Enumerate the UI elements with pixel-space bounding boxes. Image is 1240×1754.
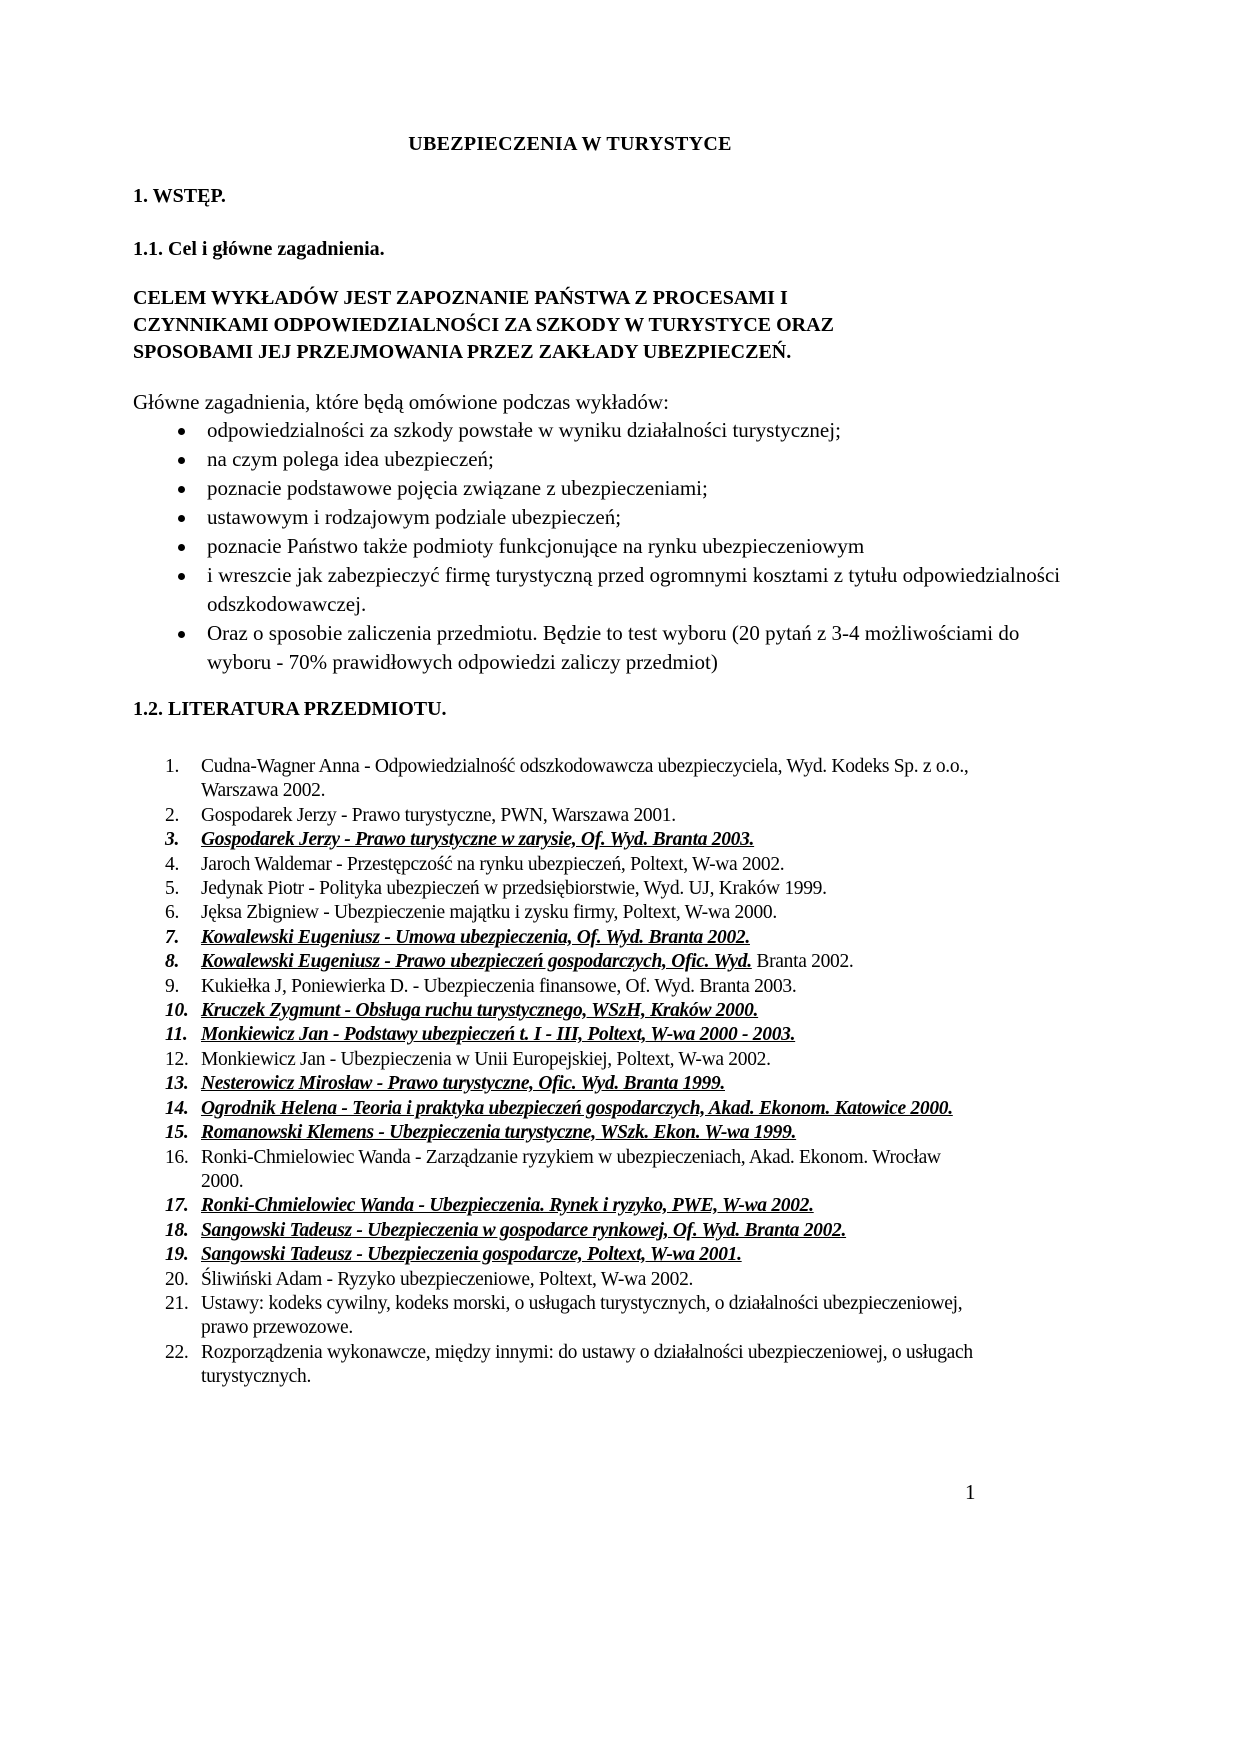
item-number: 15. bbox=[165, 1122, 189, 1144]
literature-item bbox=[165, 1072, 985, 1096]
section-heading-intro: 1. WSTĘP. bbox=[133, 185, 226, 207]
reference-text: Monkiewicz Jan - Ubezpieczenia w Unii Europejskiej, Poltext, W-wa 2002. bbox=[201, 1048, 771, 1070]
item-number: 14. bbox=[165, 1097, 189, 1119]
bullet-icon bbox=[178, 544, 185, 551]
item-number: 7. bbox=[165, 926, 180, 948]
subsection-heading-goals: 1.1. Cel i główne zagadnienia. bbox=[133, 238, 385, 260]
literature-item bbox=[165, 1121, 985, 1145]
literature-item bbox=[165, 804, 985, 828]
item-number: 8. bbox=[165, 951, 180, 973]
literature-item bbox=[165, 755, 985, 804]
item-number: 9. bbox=[165, 975, 180, 997]
literature-item bbox=[165, 926, 985, 950]
item-number: 11. bbox=[165, 1024, 188, 1046]
literature-item bbox=[165, 877, 985, 901]
item-number: 20. bbox=[165, 1268, 189, 1290]
reference-text: Gospodarek Jerzy - Prawo turystyczne, PWN, Warszawa 2001. bbox=[201, 804, 676, 826]
literature-item bbox=[165, 1097, 985, 1121]
item-number: 4. bbox=[165, 853, 180, 875]
reference-text: Kukiełka J, Poniewierka D. - Ubezpieczenia finansowe, Of. Wyd. Branta 2003. bbox=[201, 975, 797, 997]
list-item-text: ustawowym i rodzajowym podziale ubezpieczeń; bbox=[207, 505, 622, 529]
literature-item bbox=[165, 1194, 985, 1218]
page-number: 1 bbox=[965, 1480, 976, 1504]
literature-item bbox=[165, 975, 985, 999]
list-item bbox=[178, 416, 1078, 445]
literature-item bbox=[165, 1243, 985, 1267]
list-item bbox=[178, 532, 1078, 561]
item-number: 21. bbox=[165, 1292, 189, 1314]
list-item bbox=[178, 561, 1078, 619]
list-item-text: poznacie Państwo także podmioty funkcjonujące na rynku ubezpieczeniowym bbox=[207, 534, 865, 558]
literature-list bbox=[165, 755, 985, 1390]
reference-text: Branta 2002. bbox=[751, 951, 854, 973]
item-number: 6. bbox=[165, 902, 180, 924]
item-number: 17. bbox=[165, 1195, 189, 1217]
goal-statement bbox=[133, 285, 834, 366]
recommended-reference: Ogrodnik Helena - Teoria i praktyka ubezpieczeń gospodarczych, Akad. Ekonom. Katowice 2000. bbox=[201, 1097, 953, 1119]
list-item bbox=[178, 445, 1078, 474]
reference-text: Jęksa Zbigniew - Ubezpieczenie majątku i zysku firmy, Poltext, W-wa 2000. bbox=[201, 902, 777, 924]
item-number: 1. bbox=[165, 756, 180, 777]
goal-line: CZYNNIKAMI ODPOWIEDZIALNOŚCI ZA SZKODY W TURYSTYCE ORAZ bbox=[133, 314, 834, 336]
list-item-text: i wreszcie jak zabezpieczyć firmę turystyczną przed ogromnymi kosztami z tytułu odpowiedzialności odszkodowawczej. bbox=[207, 563, 1061, 616]
item-number: 13. bbox=[165, 1073, 189, 1095]
literature-item bbox=[165, 1023, 985, 1047]
item-number: 19. bbox=[165, 1244, 189, 1266]
bullet-icon bbox=[178, 515, 185, 522]
list-item-text: poznacie podstawowe pojęcia związane z ubezpieczeniami; bbox=[207, 476, 708, 500]
list-item bbox=[178, 474, 1078, 503]
literature-item bbox=[165, 1146, 985, 1195]
goal-line: SPOSOBAMI JEJ PRZEJMOWANIA PRZEZ ZAKŁADY UBEZPIECZEŃ. bbox=[133, 341, 792, 363]
reference-text: Śliwiński Adam - Ryzyko ubezpieczeniowe, Poltext, W-wa 2002. bbox=[201, 1268, 694, 1290]
recommended-reference: Sangowski Tadeusz - Ubezpieczenia gospodarcze, Poltext, W-wa 2001. bbox=[201, 1244, 742, 1266]
reference-text: Cudna-Wagner Anna - Odpowiedzialność odszkodowawcza ubezpieczyciela, Wyd. Kodeks Sp. z o.o., Warszawa 2002. bbox=[201, 756, 969, 802]
recommended-reference: Nesterowicz Mirosław - Prawo turystyczne, Ofic. Wyd. Branta 1999. bbox=[201, 1073, 725, 1095]
topics-intro: Główne zagadnienia, które będą omówione podczas wykładów: bbox=[133, 390, 669, 414]
reference-text: Ustawy: kodeks cywilny, kodeks morski, o usługach turystycznych, o działalności ubezpieczeniowej, prawo przewozowe. bbox=[201, 1292, 963, 1339]
bullet-icon bbox=[178, 428, 185, 435]
recommended-reference: Ronki-Chmielowiec Wanda - Ubezpieczenia. Rynek i ryzyko, PWE, W-wa 2002. bbox=[201, 1195, 814, 1217]
literature-item bbox=[165, 1292, 985, 1341]
bullet-icon bbox=[178, 631, 185, 638]
literature-item bbox=[165, 1341, 985, 1390]
recommended-reference: Kruczek Zygmunt - Obsługa ruchu turystycznego, WSzH, Kraków 2000. bbox=[201, 1000, 759, 1022]
literature-item bbox=[165, 828, 985, 852]
recommended-reference: Kowalewski Eugeniusz - Umowa ubezpieczenia, Of. Wyd. Branta 2002. bbox=[201, 926, 750, 948]
item-number: 22. bbox=[165, 1341, 189, 1363]
literature-item bbox=[165, 950, 985, 974]
recommended-reference: Monkiewicz Jan - Podstawy ubezpieczeń t. I - III, Poltext, W-wa 2000 - 2003. bbox=[201, 1024, 796, 1046]
reference-text: Jaroch Waldemar - Przestępczość na rynku ubezpieczeń, Poltext, W-wa 2002. bbox=[201, 853, 785, 875]
list-item bbox=[178, 619, 1078, 677]
bullet-icon bbox=[178, 573, 185, 580]
literature-item bbox=[165, 999, 985, 1023]
literature-item bbox=[165, 1268, 985, 1292]
literature-item bbox=[165, 901, 985, 925]
literature-item bbox=[165, 1048, 985, 1072]
list-item-text: Oraz o sposobie zaliczenia przedmiotu. Będzie to test wyboru (20 pytań z 3-4 możliwościami do wyboru - 70% prawidłowych odpowiedzi zaliczy przedmiot) bbox=[207, 621, 1020, 674]
bullet-icon bbox=[178, 486, 185, 493]
item-number: 16. bbox=[165, 1146, 189, 1168]
item-number: 12. bbox=[165, 1048, 189, 1070]
recommended-reference: Gospodarek Jerzy - Prawo turystyczne w zarysie, Of. Wyd. Branta 2003. bbox=[201, 829, 755, 851]
list-item-text: na czym polega idea ubezpieczeń; bbox=[207, 447, 494, 471]
reference-text: Rozporządzenia wykonawcze, między innymi: do ustawy o działalności ubezpieczeniowej, o usługach turystycznych. bbox=[201, 1341, 973, 1388]
reference-text: Ronki-Chmielowiec Wanda - Zarządzanie ryzykiem w ubezpieczeniach, Akad. Ekonom. Wrocław 2000. bbox=[201, 1146, 941, 1192]
recommended-reference: Kowalewski Eugeniusz - Prawo ubezpieczeń gospodarczych, Ofic. Wyd. bbox=[201, 951, 752, 973]
literature-item bbox=[165, 1219, 985, 1243]
item-number: 3. bbox=[165, 829, 180, 851]
item-number: 2. bbox=[165, 804, 180, 826]
recommended-reference: Sangowski Tadeusz - Ubezpieczenia w gospodarce rynkowej, Of. Wyd. Branta 2002. bbox=[201, 1219, 847, 1241]
item-number: 18. bbox=[165, 1219, 189, 1241]
subsection-heading-literature: 1.2. LITERATURA PRZEDMIOTU. bbox=[133, 698, 447, 720]
list-item bbox=[178, 503, 1078, 532]
list-item-text: odpowiedzialności za szkody powstałe w wyniku działalności turystycznej; bbox=[207, 418, 841, 442]
item-number: 10. bbox=[165, 1000, 189, 1022]
literature-item bbox=[165, 853, 985, 877]
document-title: UBEZPIECZENIA W TURYSTYCE bbox=[408, 133, 732, 155]
topics-list bbox=[178, 416, 1078, 677]
recommended-reference: Romanowski Klemens - Ubezpieczenia turystyczne, WSzk. Ekon. W-wa 1999. bbox=[201, 1122, 797, 1144]
goal-line: CELEM WYKŁADÓW JEST ZAPOZNANIE PAŃSTWA Z PROCESAMI I bbox=[133, 287, 788, 309]
item-number: 5. bbox=[165, 878, 180, 900]
bullet-icon bbox=[178, 457, 185, 464]
reference-text: Jedynak Piotr - Polityka ubezpieczeń w przedsiębiorstwie, Wyd. UJ, Kraków 1999. bbox=[201, 878, 827, 900]
